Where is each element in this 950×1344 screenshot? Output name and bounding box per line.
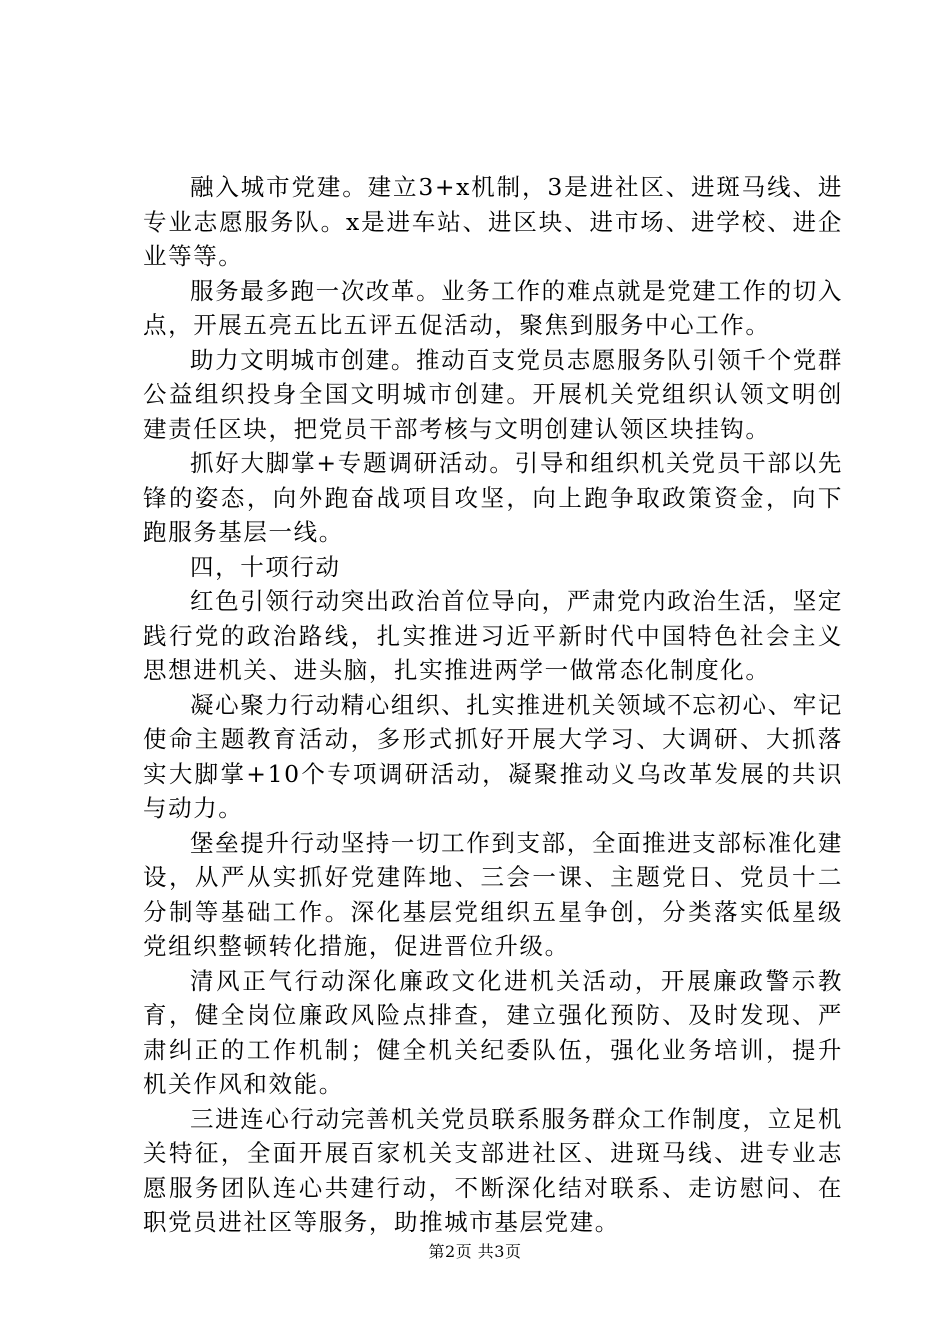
- paragraph-urban-party-building: 融入城市党建。建立3+x机制，3是进社区、进斑马线、进专业志愿服务队。x是进车站、进区块、进市场、进学校、进企业等等。: [143, 173, 843, 270]
- paragraph-cohesion-action: 凝心聚力行动精心组织、扎实推进机关领域不忘初心、牢记使命主题教育活动，多形式抓好开展大学习、大调研、大抓落实大脚掌+10个专项调研活动，凝聚推动义乌改革发展的共识与动力。: [143, 690, 843, 822]
- paragraph-three-entries-action: 三进连心行动完善机关党员联系服务群众工作制度，立足机关特征，全面开展百家机关支部进社区、进斑马线、进专业志愿服务团队连心共建行动，不断深化结对联系、走访慰问、在职党员进社区等服务，助推城市基层党建。: [143, 1104, 843, 1236]
- paragraph-service-reform: 服务最多跑一次改革。业务工作的难点就是党建工作的切入点，开展五亮五比五评五促活动，聚焦到服务中心工作。: [143, 276, 843, 339]
- section-heading-ten-actions: 四，十项行动: [190, 552, 341, 581]
- paragraph-clean-wind-action: 清风正气行动深化廉政文化进机关活动，开展廉政警示教育，健全岗位廉政风险点排查，建立强化预防、及时发现、严肃纠正的工作机制；健全机关纪委队伍，强化业务培训，提升机关作风和效能。: [143, 966, 843, 1098]
- paragraph-research-activity: 抓好大脚掌+专题调研活动。引导和组织机关党员干部以先锋的姿态，向外跑奋战项目攻坚，向上跑争取政策资金，向下跑服务基层一线。: [143, 449, 843, 546]
- page-number-footer: 第2页 共3页: [428, 1242, 522, 1261]
- document-body: [143, 170, 843, 1240]
- paragraph-fortress-action: 堡垒提升行动坚持一切工作到支部，全面推进支部标准化建设，从严从实抓好党建阵地、三会一课、主题党日、党员十二分制等基础工作。深化基层党组织五星争创，分类落实低星级党组织整顿转化措施，促进晋位升级。: [143, 828, 843, 960]
- paragraph-civilized-city: 助力文明城市创建。推动百支党员志愿服务队引领千个党群公益组织投身全国文明城市创建。开展机关党组织认领文明创建责任区块，把党员干部考核与文明创建认领区块挂钩。: [143, 345, 843, 443]
- paragraph-red-leading-action: 红色引领行动突出政治首位导向，严肃党内政治生活，坚定践行党的政治路线，扎实推进习近平新时代中国特色社会主义思想进机关、进头脑，扎实推进两学一做常态化制度化。: [143, 587, 843, 684]
